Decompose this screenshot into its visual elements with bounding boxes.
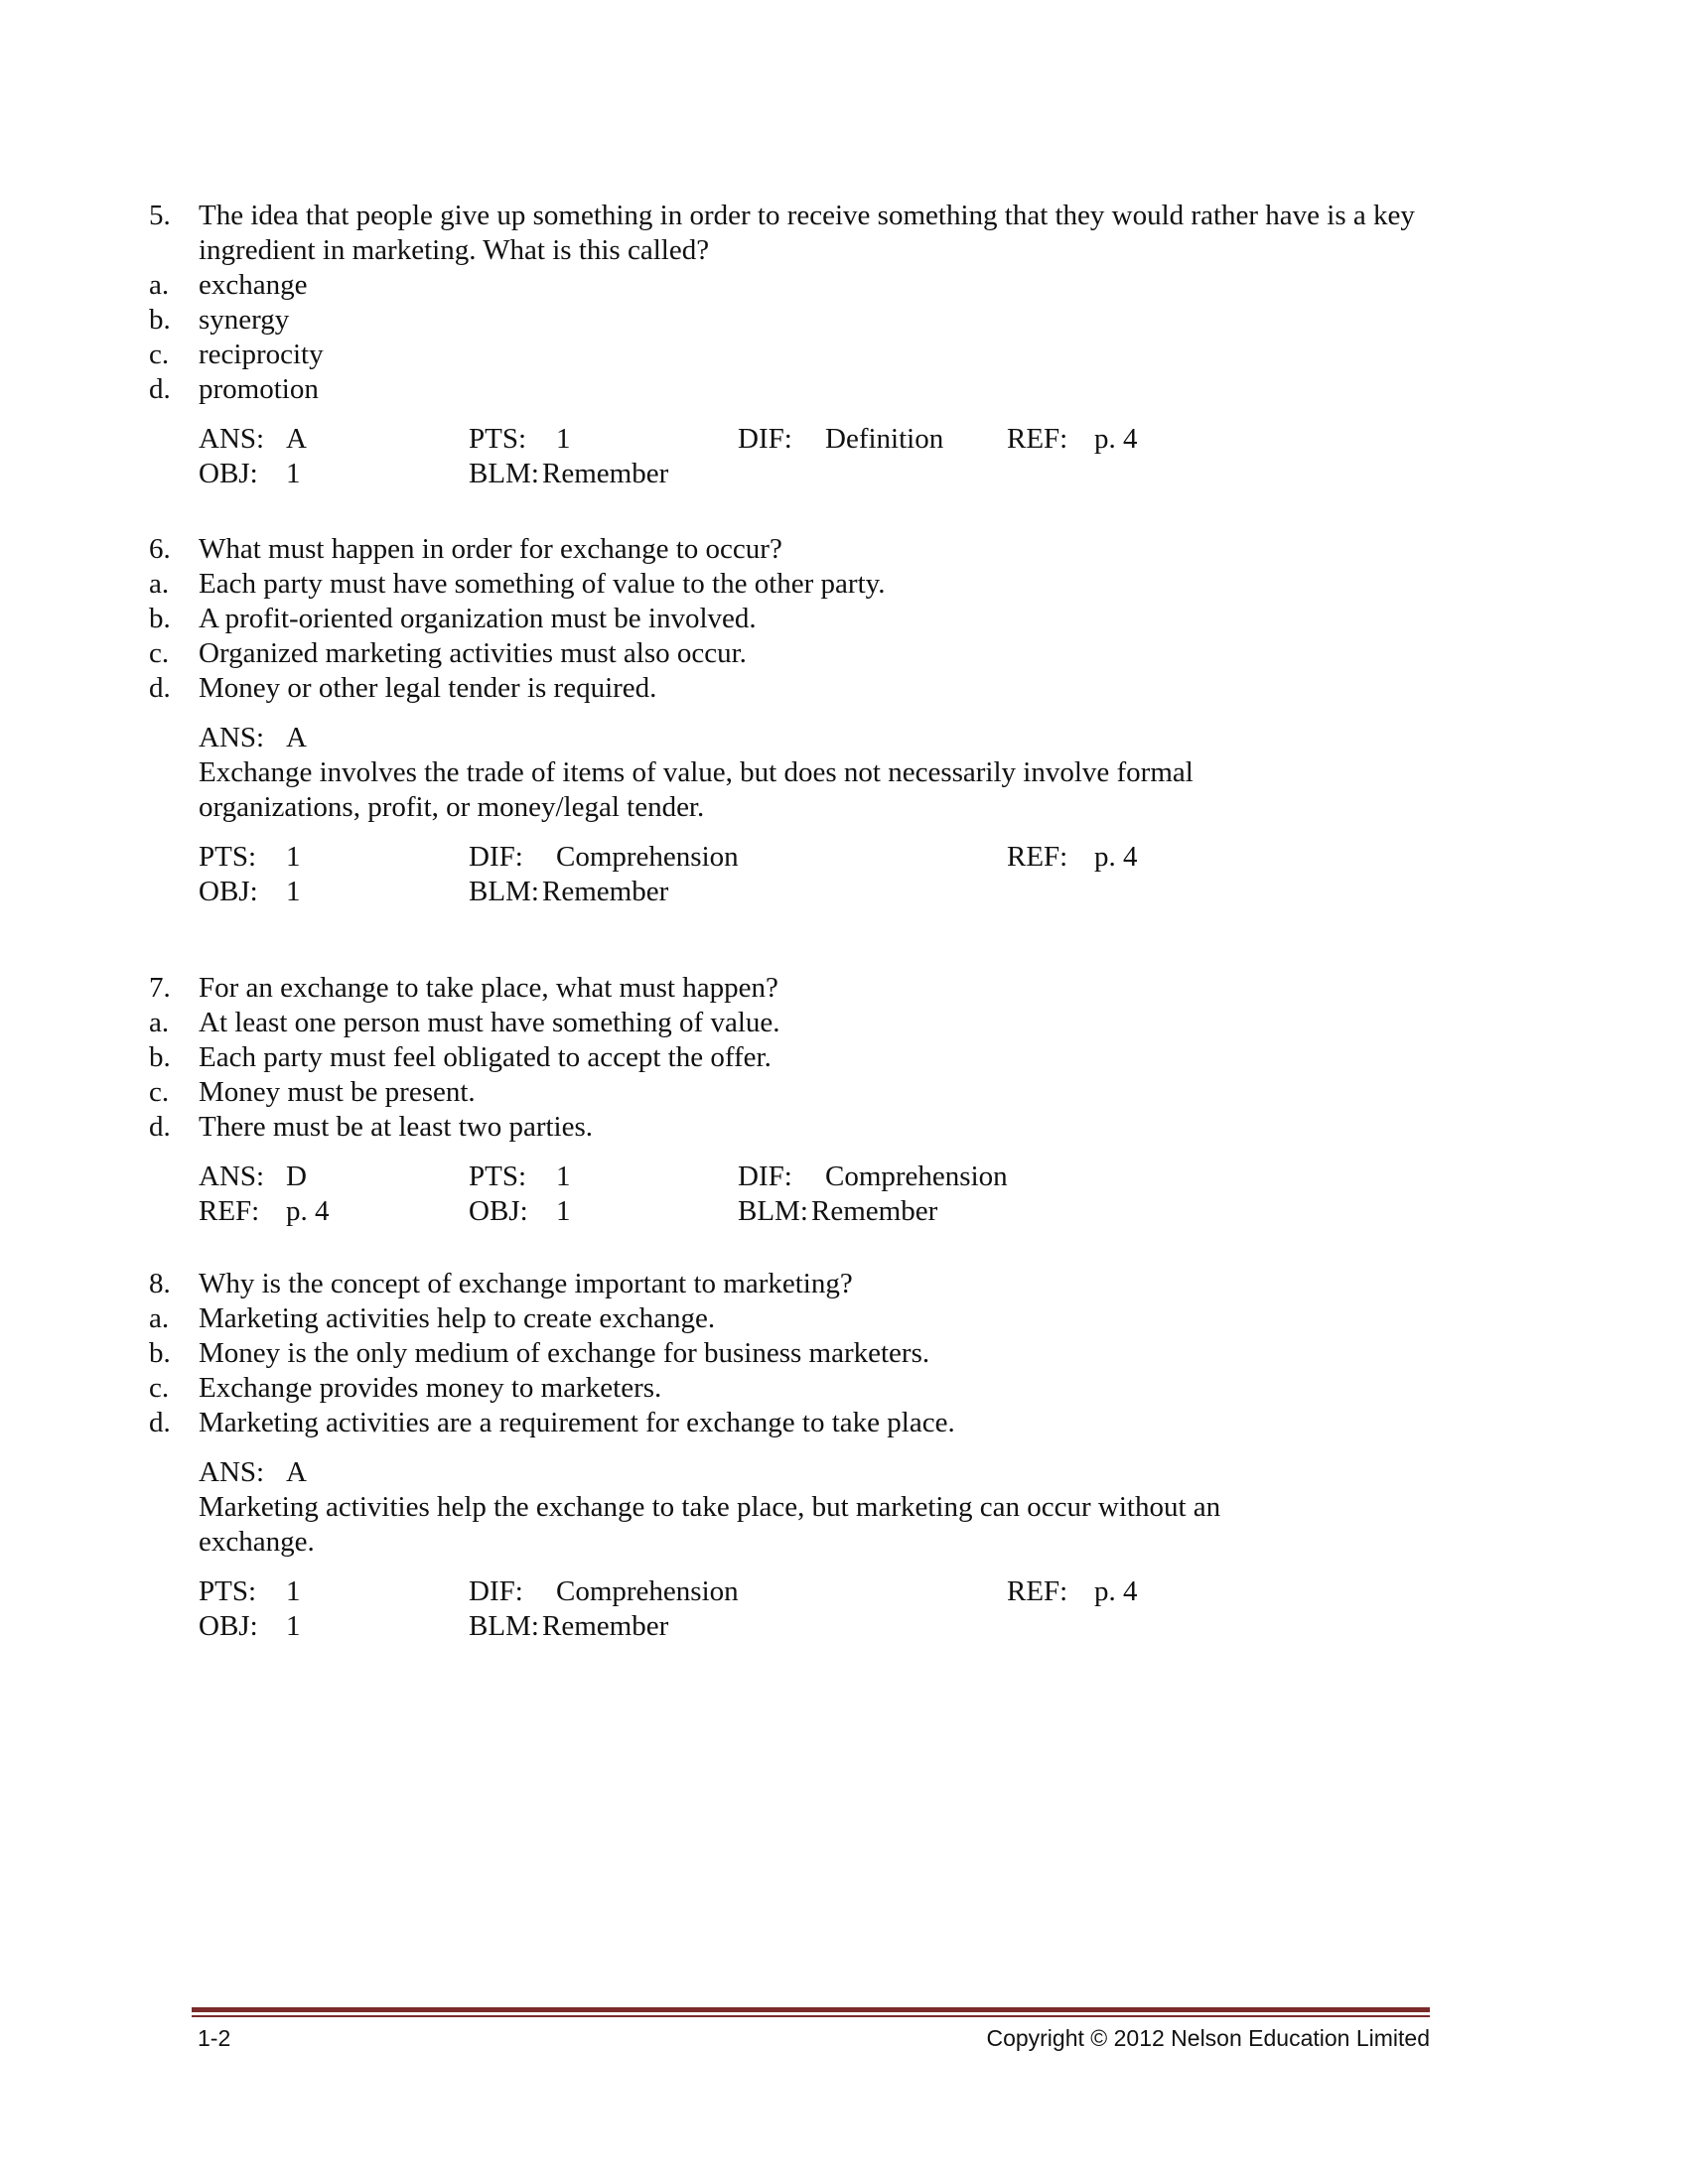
- answer-row: [199, 1455, 1440, 1490]
- question-stem: For an exchange to take place, what must happen?: [199, 972, 778, 1004]
- question-stem: The idea that people give up something in order to receive something that they would rather have is a key ingredient in marketing. What is this called?: [199, 200, 1415, 266]
- option-text: There must be at least two parties.: [199, 1111, 594, 1143]
- option-text: Organized marketing activities must also occur.: [199, 637, 747, 669]
- answer-metadata: [149, 1455, 1440, 1644]
- meta-label: PTS:: [469, 423, 527, 455]
- question-number: 5.: [149, 200, 171, 231]
- meta-value: Comprehension: [556, 841, 739, 873]
- meta-label: ANS:: [199, 1160, 265, 1192]
- meta-row: [199, 1574, 1440, 1609]
- meta-value: Remember: [542, 458, 669, 489]
- meta-label: PTS:: [199, 1575, 257, 1607]
- option-text: exchange: [199, 269, 308, 301]
- meta-value: p. 4: [1094, 1575, 1138, 1607]
- option-b: [149, 1040, 1440, 1075]
- option-text: reciprocity: [199, 339, 324, 370]
- meta-label: BLM:: [469, 1610, 539, 1642]
- option-letter: a.: [149, 1302, 170, 1334]
- meta-value: Comprehension: [556, 1575, 739, 1607]
- question-8: [149, 1267, 1440, 1644]
- option-letter: c.: [149, 1372, 170, 1404]
- option-c: [149, 338, 1440, 372]
- meta-row: [199, 875, 1440, 909]
- option-b: [149, 602, 1440, 636]
- option-text: synergy: [199, 304, 290, 336]
- option-text: At least one person must have something of value.: [199, 1007, 780, 1038]
- option-d: [149, 1406, 1440, 1440]
- option-letter: a.: [149, 269, 170, 301]
- answer-metadata: [149, 1160, 1440, 1229]
- meta-label: PTS:: [199, 841, 257, 873]
- meta-value: D: [286, 1160, 307, 1192]
- option-c: [149, 636, 1440, 671]
- option-letter: d.: [149, 672, 171, 704]
- meta-label: DIF:: [469, 841, 523, 873]
- meta-label: DIF:: [738, 423, 792, 455]
- answer-value: A: [286, 722, 307, 753]
- question-6: [149, 532, 1440, 909]
- page-number: 1-2: [198, 2025, 231, 2051]
- meta-row: [199, 1194, 1440, 1229]
- meta-label: REF:: [1007, 423, 1068, 455]
- meta-label: REF:: [199, 1195, 260, 1227]
- question-stem: What must happen in order for exchange to occur?: [199, 533, 782, 565]
- meta-row: [199, 422, 1440, 457]
- meta-label: REF:: [1007, 841, 1068, 873]
- meta-value: 1: [556, 1160, 571, 1192]
- meta-value: Remember: [811, 1195, 938, 1227]
- meta-label: OBJ:: [469, 1195, 528, 1227]
- meta-value: 1: [556, 1195, 571, 1227]
- option-text: Marketing activities help to create exchange.: [199, 1302, 716, 1334]
- option-text: Money or other legal tender is required.: [199, 672, 657, 704]
- option-text: Each party must feel obligated to accept the offer.: [199, 1041, 772, 1073]
- question-number: 7.: [149, 972, 171, 1004]
- answer-value: A: [286, 1456, 307, 1488]
- meta-row: [199, 457, 1440, 491]
- option-text: Money must be present.: [199, 1076, 476, 1108]
- option-d: [149, 671, 1440, 706]
- option-letter: a.: [149, 1007, 170, 1038]
- option-letter: b.: [149, 603, 171, 634]
- meta-value: 1: [286, 876, 301, 907]
- answer-explanation: Marketing activities help the exchange to take place, but marketing can occur without an exchange.: [199, 1491, 1221, 1558]
- option-c: [149, 1371, 1440, 1406]
- option-d: [149, 372, 1440, 407]
- meta-value: Remember: [542, 876, 669, 907]
- option-letter: a.: [149, 568, 170, 600]
- option-a: [149, 1301, 1440, 1336]
- option-letter: d.: [149, 1407, 171, 1438]
- answer-row: [199, 721, 1440, 755]
- meta-value: Comprehension: [825, 1160, 1008, 1192]
- option-text: Money is the only medium of exchange for business marketers.: [199, 1337, 930, 1369]
- meta-row: [199, 840, 1440, 875]
- meta-label: OBJ:: [199, 876, 258, 907]
- answer-explanation: Exchange involves the trade of items of value, but does not necessarily involve formal organizations, profit, or money/legal tender.: [199, 756, 1194, 823]
- question-number: 6.: [149, 533, 171, 565]
- meta-value: A: [286, 423, 307, 455]
- option-letter: c.: [149, 339, 170, 370]
- question-5: [149, 199, 1440, 491]
- answer-label: ANS:: [199, 1456, 265, 1488]
- meta-value: Definition: [825, 423, 944, 455]
- meta-label: BLM:: [469, 458, 539, 489]
- meta-value: 1: [286, 1575, 301, 1607]
- meta-value: p. 4: [286, 1195, 330, 1227]
- option-c: [149, 1075, 1440, 1110]
- meta-value: Remember: [542, 1610, 669, 1642]
- option-letter: c.: [149, 637, 170, 669]
- meta-label: OBJ:: [199, 458, 258, 489]
- meta-value: 1: [556, 423, 571, 455]
- meta-label: OBJ:: [199, 1610, 258, 1642]
- meta-label: DIF:: [469, 1575, 523, 1607]
- meta-value: 1: [286, 458, 301, 489]
- option-text: A profit-oriented organization must be involved.: [199, 603, 757, 634]
- question-7: [149, 971, 1440, 1229]
- option-a: [149, 567, 1440, 602]
- option-letter: c.: [149, 1076, 170, 1108]
- option-text: Marketing activities are a requirement for exchange to take place.: [199, 1407, 955, 1438]
- option-b: [149, 1336, 1440, 1371]
- meta-label: ANS:: [199, 423, 265, 455]
- meta-label: PTS:: [469, 1160, 527, 1192]
- option-letter: b.: [149, 304, 171, 336]
- answer-label: ANS:: [199, 722, 265, 753]
- meta-value: p. 4: [1094, 423, 1138, 455]
- footer-rule-thin: [192, 2015, 1430, 2017]
- option-letter: d.: [149, 1111, 171, 1143]
- meta-row: [199, 1609, 1440, 1644]
- copyright-notice: Copyright © 2012 Nelson Education Limited: [986, 2025, 1430, 2051]
- option-text: Exchange provides money to marketers.: [199, 1372, 662, 1404]
- option-text: promotion: [199, 373, 319, 405]
- meta-label: BLM:: [469, 876, 539, 907]
- meta-value: p. 4: [1094, 841, 1138, 873]
- meta-value: 1: [286, 1610, 301, 1642]
- question-number: 8.: [149, 1268, 171, 1299]
- question-stem: Why is the concept of exchange important to marketing?: [199, 1268, 853, 1299]
- meta-row: [199, 1160, 1440, 1194]
- option-letter: b.: [149, 1337, 171, 1369]
- answer-metadata: [149, 721, 1440, 909]
- meta-value: 1: [286, 841, 301, 873]
- meta-label: BLM:: [738, 1195, 808, 1227]
- option-letter: d.: [149, 373, 171, 405]
- option-d: [149, 1110, 1440, 1145]
- option-letter: b.: [149, 1041, 171, 1073]
- footer-rule-thick: [192, 2007, 1430, 2012]
- option-text: Each party must have something of value to the other party.: [199, 568, 886, 600]
- option-a: [149, 1006, 1440, 1040]
- meta-label: REF:: [1007, 1575, 1068, 1607]
- option-a: [149, 268, 1440, 303]
- meta-label: DIF:: [738, 1160, 792, 1192]
- answer-metadata: [149, 422, 1440, 491]
- option-b: [149, 303, 1440, 338]
